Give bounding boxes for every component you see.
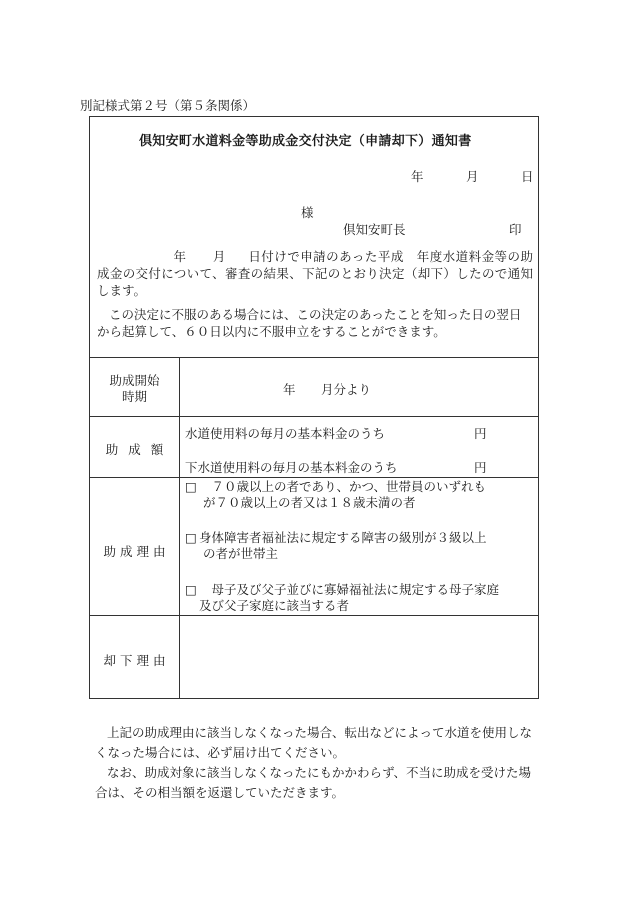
- reason-text: ７０歳以上の者であり、かつ、世帯員のいずれも: [199, 479, 487, 494]
- start-period-year: 年: [283, 382, 296, 397]
- reason-option-single-parent[interactable]: [185, 582, 537, 614]
- reject-reason-label: 却下理由: [103, 653, 170, 668]
- reason-option-elderly[interactable]: [185, 479, 537, 511]
- date-year-label: 年: [411, 169, 424, 184]
- amount-label: 助成額: [105, 442, 174, 457]
- date-month-label: 月: [466, 169, 479, 184]
- notice-year: 年: [173, 249, 187, 264]
- checkbox-icon[interactable]: □: [185, 530, 197, 545]
- sewer-fee-unit: 円: [474, 460, 487, 475]
- reason-text-continued: の者が世帯主: [203, 546, 279, 561]
- seal-mark: 印: [509, 222, 522, 237]
- notice-date-spacer: [97, 248, 173, 265]
- notice-month: 月: [212, 249, 226, 264]
- reason-text-continued: が７０歳以上の者又は１８歳未満の者: [203, 495, 416, 510]
- notice-text: 日付けで申請のあった平成 年度水道料金等の助成金の交付について、審査の結果、下記のとおり決定（却下）したので通知します。: [97, 249, 533, 298]
- document-title: 倶知安町水道料金等助成金交付決定（申請却下）通知書: [139, 134, 472, 149]
- checkbox-icon[interactable]: □: [185, 479, 197, 494]
- checkbox-icon[interactable]: □: [185, 582, 197, 597]
- table-divider: [89, 615, 539, 616]
- start-period-text: 助成開始時期: [109, 373, 160, 404]
- table-divider: [89, 477, 539, 478]
- start-period-label: [90, 373, 179, 405]
- reason-text-continued: 及び父子家庭に該当する者: [199, 598, 350, 613]
- footer-paragraph-1: 上記の助成理由に該当しなくなった場合、転出などによって水道を使用しなくなった場合には、必ず届け出てください。: [95, 725, 533, 760]
- reason-option-disability[interactable]: [185, 530, 537, 562]
- issuer-name: 倶知安町長: [343, 222, 406, 237]
- table-column-divider: [179, 357, 180, 699]
- form-label: 別記様式第２号（第５条関係）: [80, 98, 256, 113]
- reason-text: 身体障害者福祉法に規定する障害の級別が３級以上: [199, 530, 487, 545]
- sewer-fee-text: 下水道使用料の毎月の基本料金のうち: [185, 460, 398, 475]
- table-divider: [89, 416, 539, 417]
- water-fee-text: 水道使用料の毎月の基本料金のうち: [185, 426, 386, 441]
- reason-label: 助成理由: [103, 544, 170, 559]
- reason-text: 母子及び父子並びに寡婦福祉法に規定する母子家庭: [199, 582, 500, 597]
- notice-paragraph-1: [97, 248, 533, 299]
- start-period-month: 月分より: [321, 382, 372, 397]
- date-day-label: 日: [521, 169, 534, 184]
- footer-paragraph-2: なお、助成対象に該当しなくなったにもかかわらず、不当に助成を受けた場合は、その相当額を返還していただきます。: [95, 765, 532, 800]
- notice-paragraph-2: この決定に不服のある場合には、この決定のあったことを知った日の翌日から起算して、６０日以内に不服申立をすることができます。: [97, 307, 522, 339]
- water-fee-unit: 円: [474, 426, 487, 441]
- reject-reason-field[interactable]: [185, 630, 535, 690]
- addressee-honorific: 様: [301, 205, 314, 220]
